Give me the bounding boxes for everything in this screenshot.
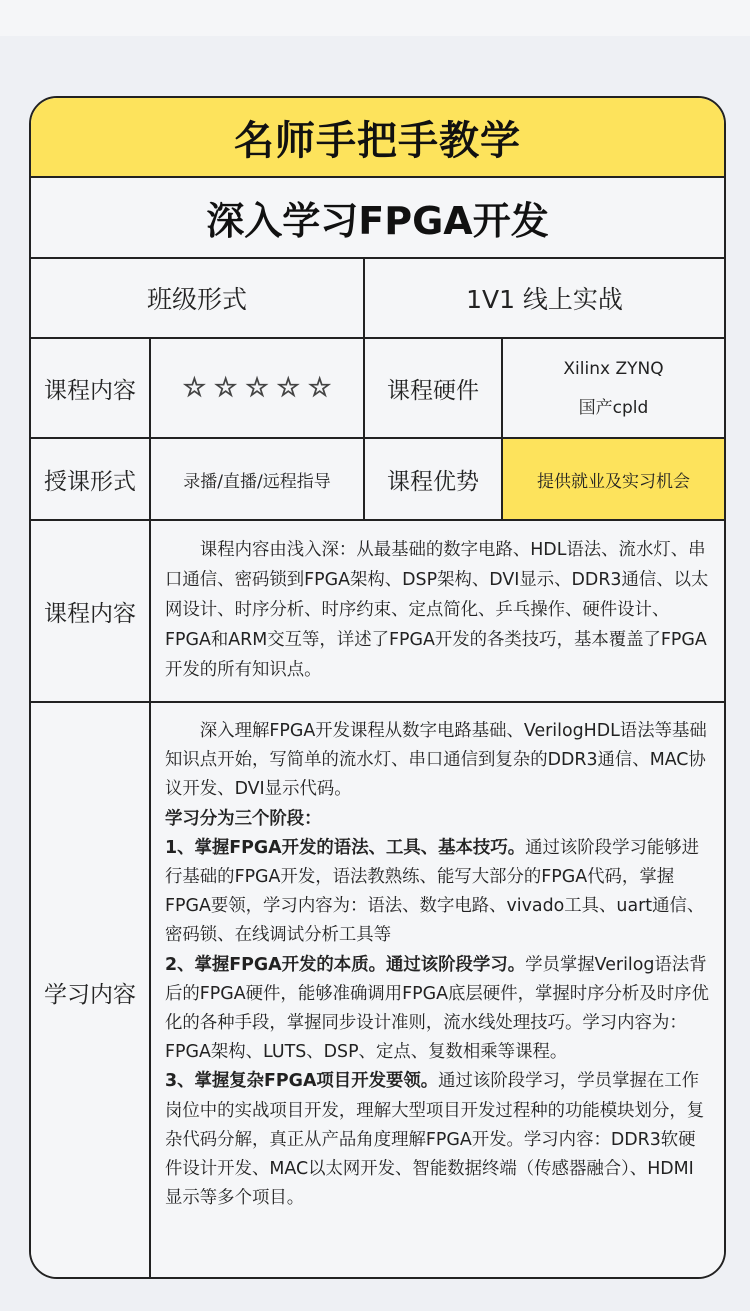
stage-2 — [165, 951, 710, 1068]
page-title: 名师手把手教学 — [31, 98, 724, 178]
course-description-paragraph: 课程内容由浅入深：从最基础的数字电路、HDL语法、流水灯、串口通信、密码锁到FPGA架构、DSP架构、DVI显示、DDR3通信、以太网设计、时序分析、时序约束、定点简化、乒乓操作、硬件设计、FPGA和ARM交互等，详述了FPGA开发的各类技巧，基本覆盖了FPGA开发的所有知识点。 — [165, 540, 709, 680]
course-hardware-value — [503, 339, 724, 439]
learning-content-label: 学习内容 — [31, 703, 151, 1279]
star-icon: ☆ — [307, 373, 332, 403]
stage-1-text: 通过该阶段学习能够进行基础的FPGA开发，语法教熟练、能写大部分的FPGA代码，掌握FPGA要领，学习内容为：语法、数字电路、vivado工具、uart通信、密码锁、在线调试分析工具等 — [165, 837, 705, 946]
stage-3-title: 3、掌握复杂FPGA项目开发要领。 — [165, 1071, 439, 1092]
stage-1 — [165, 834, 710, 951]
hardware-line-2: 国产cpld — [578, 397, 649, 418]
course-description-text — [151, 521, 724, 703]
star-icon: ☆ — [214, 373, 238, 403]
course-hardware-label: 课程硬件 — [365, 339, 503, 439]
class-format-label: 班级形式 — [31, 259, 365, 339]
rating-cell — [151, 339, 365, 439]
course-info-card — [29, 96, 726, 1279]
stage-1-title: 1、掌握FPGA开发的语法、工具、基本技巧。 — [165, 837, 526, 858]
course-description-label: 课程内容 — [31, 521, 151, 703]
course-subtitle: 深入学习FPGA开发 — [31, 178, 724, 259]
star-rating — [183, 373, 332, 403]
class-format-value: 1V1 线上实战 — [365, 259, 724, 339]
top-strip — [0, 0, 750, 36]
star-icon: ☆ — [245, 373, 269, 403]
hardware-line-1: Xilinx ZYNQ — [563, 358, 664, 379]
teaching-format-label: 授课形式 — [31, 439, 151, 521]
course-advantage-label: 课程优势 — [365, 439, 503, 521]
teaching-format-value: 录播/直播/远程指导 — [151, 439, 365, 521]
learning-content-text — [151, 703, 724, 1279]
stage-2-title: 2、掌握FPGA开发的本质。通过该阶段学习。 — [165, 954, 526, 975]
stage-3 — [165, 1067, 710, 1213]
stages-heading: 学习分为三个阶段： — [165, 808, 322, 829]
course-advantage-value: 提供就业及实习机会 — [503, 439, 724, 521]
star-icon: ☆ — [182, 373, 207, 403]
course-content-label: 课程内容 — [31, 339, 151, 439]
stage-3-text: 通过该阶段学习，学员掌握在工作岗位中的实战项目开发，理解大型项目开发过程种的功能模块划分，复杂代码分解，真正从产品角度理解FPGA开发。学习内容：DDR3软硬件设计开发、MAC以太网开发、智能数据终端（传感器融合）、HDMI显示等多个项目。 — [165, 1071, 705, 1209]
star-icon: ☆ — [276, 373, 300, 403]
learning-intro: 深入理解FPGA开发课程从数字电路基础、VerilogHDL语法等基础知识点开始，写简单的流水灯、串口通信到复杂的DDR3通信、MAC协议开发、DVI显示代码。 — [165, 721, 707, 800]
stage-2-text: 学员掌握Verilog语法背后的FPGA硬件，能够准确调用FPGA底层硬件，掌握时序分析及时序优化的各种手段，掌握同步设计准则，流水线处理技巧。学习内容为：FPGA架构、LUTS、DSP、定点、复数相乘等课程。 — [165, 954, 709, 1063]
